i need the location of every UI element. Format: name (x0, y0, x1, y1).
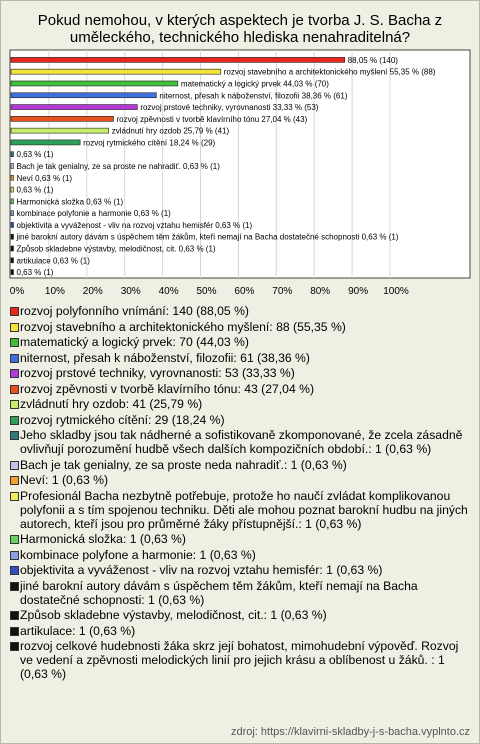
legend-swatch (10, 369, 19, 378)
bar (11, 199, 14, 204)
bar-label: Bach je tak genialny, ze sa proste ne nahradiť. 0,63 % (1) (16, 162, 220, 171)
legend-item (10, 639, 472, 681)
bar-label: zvládnutí hry ozdob 25,79 % (41) (111, 126, 230, 136)
bar-label: rozvoj rytmického cítění 18,24 % (29) (83, 138, 216, 148)
legend-text: artikulace: 1 (0,63 %) (20, 623, 136, 638)
legend-text: rozvoj celkové hudebnosti žáka skrz její bohatost, mimohudební výpověď. Rozvoj ve vedení a zpěvnosti melodických linií pro jejich krásu a oblíbenost u žáků. : 1 (0,63 %) (20, 639, 459, 681)
x-tick-label: 40% (158, 286, 179, 297)
legend-text: Způsob skladebne výstavby, melodičnost, cit.: 1 (0,63 %) (20, 608, 327, 622)
bar (11, 175, 14, 180)
source-note: zdroj: https://klavirni-skladby-j-s-bacha.vyplnto.cz (230, 726, 470, 738)
legend-text: kombinace polyfone a harmonie: 1 (0,63 %) (20, 547, 256, 562)
bar (11, 152, 14, 157)
legend-swatch (10, 416, 19, 425)
legend-text: Bach je tak genialny, ze sa proste neda nahradiť.: 1 (0,63 %) (20, 457, 347, 472)
bar-label: rozvoj zpěvnosti v tvorbě klavírního tónu 27,04 % (43) (116, 114, 308, 124)
legend-swatch (10, 400, 19, 409)
legend-item (10, 428, 472, 456)
x-tick-label: 50% (196, 286, 217, 297)
bar-label: kombinace polyfonie a harmonie 0,63 % (1) (16, 209, 171, 219)
bar (11, 128, 109, 133)
legend-item (10, 579, 472, 607)
legend-text: jiné barokní autory dávám s úspěchem těm žákům, kteří nemají na Bacha dostatečné schopnosti: 1 (0,63 %) (20, 578, 418, 607)
bar (11, 140, 80, 145)
legend-swatch (10, 627, 19, 636)
legend-item (10, 320, 472, 334)
legend-swatch (10, 566, 19, 575)
legend-swatch (10, 323, 19, 332)
legend-swatch (10, 492, 19, 501)
bar-label: matematický a logický prvek 44,03 % (70) (180, 79, 329, 89)
bar-label: Způsob skladebne výstavby, melodičnost, cit. 0,63 % (1) (16, 244, 216, 254)
bar (11, 93, 156, 98)
legend-swatch (10, 431, 19, 440)
legend-text: Harmonická složka: 1 (0,63 %) (20, 532, 186, 546)
legend-swatch (10, 476, 19, 485)
legend-text: rozvoj polyfonního vnímání: 140 (88,05 %) (20, 304, 249, 318)
bar-chart (0, 0, 480, 300)
bar-label: Neví 0,63 % (1) (16, 173, 73, 183)
legend-item (10, 532, 472, 546)
legend-item (10, 563, 472, 577)
legend-item (10, 351, 472, 365)
legend-item (10, 382, 472, 396)
bar (11, 234, 14, 239)
legend-item (10, 304, 472, 318)
bar (11, 116, 113, 121)
legend-swatch (10, 354, 19, 363)
legend-text: rozvoj zpěvnosti v tvorbě klavírního tónu: 43 (27,04 %) (20, 381, 315, 396)
bar (11, 57, 345, 62)
legend-swatch (10, 611, 19, 620)
bar-label: 0,63 % (1) (16, 185, 54, 195)
legend-text: objektivita a vyváženost - vliv na rozvoj vztahu hemisfér: 1 (0,63 %) (20, 563, 383, 577)
bar-label: 0,63 % (1) (16, 150, 54, 160)
bar (11, 211, 14, 216)
bar (11, 105, 137, 110)
x-tick-label: 70% (272, 286, 293, 297)
bar (11, 164, 14, 169)
legend-item (10, 473, 472, 487)
bar (11, 69, 221, 74)
bar-label: 88,05 % (140) (347, 55, 398, 65)
bar (11, 187, 14, 192)
legend-item (10, 458, 472, 472)
legend-swatch (10, 461, 19, 470)
legend-text: matematický a logický prvek: 70 (44,03 %) (20, 335, 249, 349)
legend-swatch (10, 551, 19, 560)
x-tick-label: 80% (310, 286, 331, 297)
legend-swatch (10, 582, 19, 591)
bar-label: Harmonická složka 0,63 % (1) (16, 197, 124, 207)
x-tick-label: 10% (44, 286, 65, 297)
x-tick-label: 0% (9, 286, 25, 297)
bar-label: 0,63 % (1) (16, 268, 54, 278)
legend-swatch (10, 535, 19, 544)
legend-item (10, 335, 472, 349)
x-tick-label: 100% (383, 286, 409, 297)
legend-text: zvládnutí hry ozdob: 41 (25,79 %) (20, 397, 203, 411)
bar (11, 81, 178, 86)
bar (11, 270, 14, 275)
legend-text: rozvoj prstové techniky, vyrovnanosti: 53 (33,33 %) (20, 366, 295, 380)
bar-label: rozvoj prstové techniky, vyrovnanosti 33,33 % (53) (140, 103, 319, 113)
bar (11, 222, 14, 227)
legend-swatch (10, 338, 19, 347)
legend-item (10, 489, 472, 531)
legend-text: Jeho skladby jsou tak nádherné a sofistikovaně zkomponované, že zcela zásadně ovlivňují porozumění hudbě všech dalších kompozičních období.: 1 (0,63 %) (20, 428, 463, 456)
bar (11, 246, 14, 251)
legend-item (10, 624, 472, 638)
x-tick-label: 20% (82, 286, 103, 297)
legend-item (10, 366, 472, 380)
legend-swatch (10, 385, 19, 394)
bar-label: niternost, přesah k náboženství, filozofii 38,36 % (61) (159, 91, 348, 101)
bar-label: jiné barokní autory dávám s úspěchem těm žákům, kteří nemají na Bacha dostatečné schopnosti 0,63 % (1) (16, 232, 399, 242)
bar-label: rozvoj stavebního a architektonického myšlení 55,35 % (88) (223, 67, 436, 77)
legend-item (10, 413, 472, 427)
bar (11, 258, 14, 263)
bar-label: artikulace 0,63 % (1) (16, 256, 90, 266)
x-tick-label: 60% (234, 286, 255, 297)
legend-text: Neví: 1 (0,63 %) (20, 473, 109, 487)
chart-title: Pokud nemohou, v kterých aspektech je tvorba J. S. Bacha z uměleckého, technického hlediska nenahraditelná? (37, 12, 443, 46)
legend-text: rozvoj stavebního a architektonického myšlení: 88 (55,35 %) (20, 319, 346, 334)
legend-swatch (10, 642, 19, 651)
legend-item (10, 397, 472, 411)
legend-text: niternost, přesah k náboženství, filozofii: 61 (38,36 %) (20, 350, 310, 365)
legend-text: rozvoj rytmického cítění: 29 (18,24 %) (20, 412, 225, 427)
legend-item (10, 548, 472, 562)
legend-text: Profesionál Bacha nezbytně potřebuje, protože ho naučí zvládat komplikovanou polyfonii a s tím spojenou techniku. Děti ale mohou poznat barokní hudbu na jiných autorech, kteří jsou pro průměrné žáky přístupnější.: 1 (0,63 %) (20, 488, 468, 531)
bar-label: objektivita a vyváženost - vliv na rozvoj vztahu hemisfér 0,63 % (1) (16, 220, 253, 230)
legend-item (10, 608, 472, 622)
legend-swatch (10, 307, 19, 316)
x-tick-label: 30% (120, 286, 141, 297)
x-tick-label: 90% (348, 286, 369, 297)
legend (10, 304, 472, 683)
